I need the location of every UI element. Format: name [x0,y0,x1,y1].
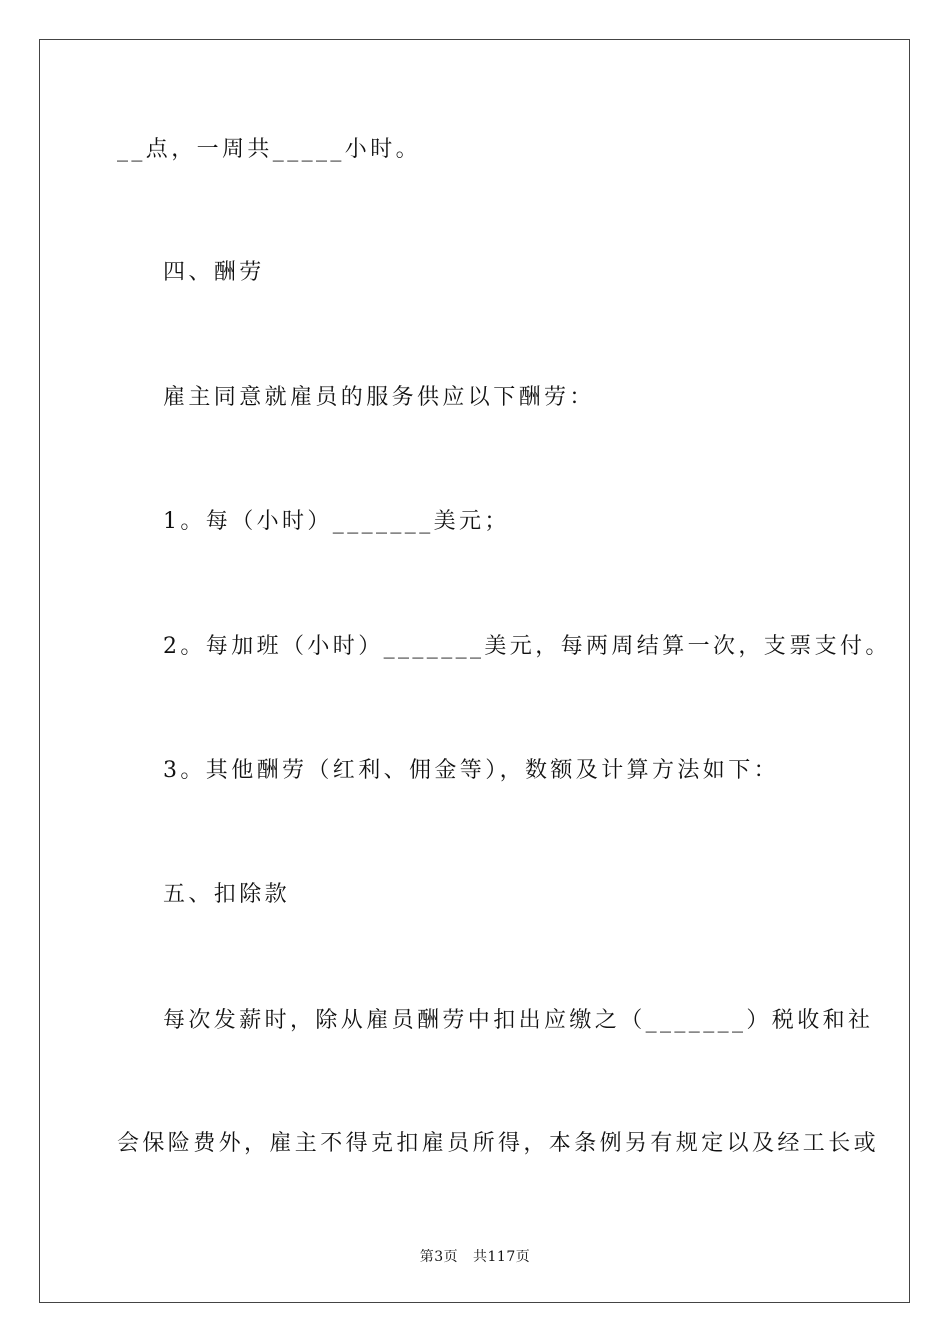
text-line-hours-per-week: __点，一周共_____小时。 [117,137,422,162]
list-item-overtime-rate: 2。每加班（小时）_______美元，每两周结算一次，支票支付。 [163,634,891,659]
paragraph-deductions-line-1: 每次发薪时，除从雇员酬劳中扣出应缴之（_______）税收和社 [163,1008,874,1033]
section-heading-deductions: 五、扣除款 [163,882,291,907]
page-border [39,39,910,1303]
section-heading-compensation: 四、酬劳 [163,260,265,285]
list-item-hourly-rate: 1。每（小时）_______美元； [163,509,510,534]
list-item-other-compensation: 3。其他酬劳（红利、佣金等），数额及计算方法如下： [163,758,779,783]
paragraph-compensation-intro: 雇主同意就雇员的服务供应以下酬劳： [163,385,595,410]
paragraph-deductions-line-2: 会保险费外，雇主不得克扣雇员所得，本条例另有规定以及经工长或 [117,1131,880,1156]
page-footer: 第3页 共117页 [419,1249,531,1265]
